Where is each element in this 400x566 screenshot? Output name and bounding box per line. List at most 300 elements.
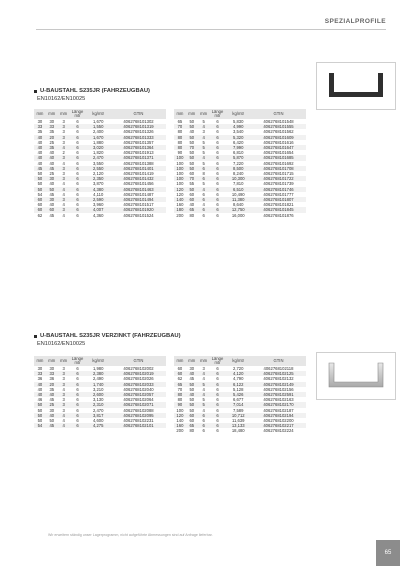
dimension-cell: 54	[34, 423, 46, 428]
dimension-cell: 6	[210, 124, 226, 129]
bullet-square-icon	[34, 335, 37, 338]
dimension-cell: 5	[202, 150, 205, 156]
weight-cell: 11,639	[231, 418, 245, 424]
column-header: mm	[186, 109, 198, 119]
dimension-cell: 120	[176, 191, 184, 197]
weight-cell: 4,110	[93, 191, 104, 197]
weight-cell: 6,420	[232, 139, 244, 145]
weight-cell: 4,600	[92, 418, 104, 424]
dimension-cell: 4	[58, 145, 70, 150]
dimension-cell: 6	[216, 181, 219, 187]
dimension-cell: 60	[189, 191, 195, 197]
dimension-cell: 8	[202, 171, 205, 177]
dimension-cell: 5	[202, 181, 205, 187]
dimension-cell: 3	[58, 124, 70, 129]
section-title	[34, 88, 322, 94]
dimension-cell: 50	[37, 407, 43, 413]
gtin-cell: 4062768101685	[251, 155, 306, 160]
weight-cell: 7,589	[232, 407, 244, 413]
dimension-cell: 65	[174, 382, 186, 387]
dimension-cell: 100	[174, 166, 186, 171]
dimension-cell: 3	[62, 171, 65, 177]
gtin-cell: 4062768101333	[111, 135, 166, 140]
gtin-cell: 4062768101746	[251, 187, 306, 192]
dimension-cell: 6	[210, 402, 226, 407]
dimension-cell: 60	[46, 207, 58, 212]
dimension-cell: 45	[46, 423, 58, 428]
page-header-title: SPEZIALPROFILE	[324, 18, 386, 25]
dimension-cell: 45	[49, 191, 55, 197]
dimension-cell: 30	[46, 176, 58, 181]
dimension-cell: 50	[34, 402, 46, 407]
dimension-cell: 50	[49, 418, 55, 424]
dimension-cell: 6	[76, 407, 79, 413]
dimension-cell: 6	[70, 145, 86, 150]
dimension-cell: 3	[58, 392, 70, 397]
dimension-cell: 6	[216, 202, 219, 208]
dimension-cell: 5	[198, 402, 210, 407]
dimension-cell: 50	[46, 187, 58, 192]
table-row	[34, 155, 166, 160]
u-profile-icon	[317, 63, 395, 109]
weight-cell: 4,275	[85, 423, 110, 428]
gtin-cell: 4062768101319	[111, 124, 166, 129]
weight-cell: 2,490	[92, 376, 104, 382]
dimension-cell: 50	[186, 187, 198, 192]
dimension-cell: 50	[37, 171, 43, 177]
dimension-cell: 70	[186, 176, 198, 181]
dimension-cell: 60	[174, 371, 186, 376]
u-profile-galvanized-icon	[317, 353, 395, 399]
dimension-cell: 45	[49, 397, 55, 403]
weight-cell: 8,240	[232, 171, 244, 177]
dimension-cell: 40	[46, 155, 58, 160]
section-norm: EN10162/EN10025	[37, 96, 86, 102]
dimension-cell: 3	[58, 155, 70, 160]
dimension-cell: 3	[58, 135, 70, 140]
dimension-cell: 6	[76, 202, 79, 208]
dimension-cell: 30	[46, 197, 58, 202]
dimension-cell: 200	[176, 212, 184, 218]
weight-cell: 4,790	[232, 376, 244, 382]
u-profile-galvanized-image	[316, 352, 396, 400]
gtin-cell: 4062768101401	[111, 166, 166, 171]
dimension-cell: 6	[210, 413, 226, 418]
dimension-cell: 6	[202, 212, 205, 218]
dimension-cell: 6	[210, 392, 226, 397]
dimension-cell: 4	[58, 187, 70, 192]
column-header: mm	[34, 109, 46, 119]
gtin-cell: 4062768101487	[123, 191, 154, 197]
dimension-cell: 5	[202, 160, 205, 166]
dimension-cell: 50	[189, 150, 195, 156]
dimension-cell: 6	[210, 382, 226, 387]
dimension-cell: 60	[186, 413, 198, 418]
dimension-cell: 6	[76, 212, 79, 218]
dimension-cell: 6	[202, 191, 205, 197]
column-header: Länge mtr	[210, 109, 226, 119]
dimension-cell: 50	[189, 160, 195, 166]
gtin-cell: 4062768101562	[263, 129, 294, 135]
dimension-cell: 5	[202, 119, 205, 124]
weight-cell: 4,990	[225, 124, 251, 129]
product-table-right	[174, 109, 306, 218]
dimension-cell: 6	[198, 197, 210, 202]
dimension-cell: 65	[186, 207, 198, 212]
weight-cell: 2,600	[85, 392, 110, 397]
dimension-cell: 4	[62, 160, 65, 166]
column-header: mm	[174, 356, 186, 366]
dimension-cell: 6	[210, 176, 226, 181]
dimension-cell: 200	[176, 428, 184, 434]
weight-cell: 6,122	[225, 382, 251, 387]
dimension-cell: 6	[70, 124, 86, 129]
dimension-cell: 5	[198, 382, 210, 387]
dimension-cell: 100	[176, 407, 184, 413]
dimension-cell: 80	[177, 129, 183, 135]
weight-cell: 4,120	[225, 371, 251, 376]
dimension-cell: 120	[174, 187, 186, 192]
dimension-cell: 60	[177, 366, 183, 371]
weight-cell: 11,380	[225, 197, 251, 202]
gtin-cell: 4062768102064	[123, 397, 154, 403]
weight-cell: 3,020	[85, 145, 110, 150]
dimension-cell: 40	[34, 145, 46, 150]
dimension-cell: 4	[62, 212, 65, 218]
dimension-cell: 6	[210, 145, 226, 150]
dimension-cell: 100	[176, 160, 184, 166]
dimension-cell: 46	[37, 397, 43, 403]
dimension-cell: 6	[198, 166, 210, 171]
dimension-cell: 45	[46, 166, 58, 171]
gtin-cell: 4062768102187	[263, 407, 294, 413]
dimension-cell: 6	[202, 418, 205, 424]
dimension-cell: 3	[58, 176, 70, 181]
dimension-cell: 6	[216, 407, 219, 413]
table-header-row	[174, 356, 306, 366]
gtin-cell: 4062768101654	[263, 150, 294, 156]
gtin-cell: 4062768101463	[111, 187, 166, 192]
dimension-cell: 40	[37, 139, 43, 145]
dimension-cell: 62	[37, 212, 43, 218]
weight-cell: 18,480	[231, 428, 245, 434]
dimension-cell: 65	[177, 119, 183, 124]
dimension-cell: 62	[177, 376, 183, 382]
dimension-cell: 40	[34, 135, 46, 140]
gtin-cell: 4062768102194	[251, 413, 306, 418]
dimension-cell: 50	[186, 402, 198, 407]
weight-cell: 1,880	[92, 139, 104, 145]
dimension-cell: 5	[198, 145, 210, 150]
gtin-cell: 4062768101388	[123, 160, 154, 166]
dimension-cell: 6	[76, 160, 79, 166]
dimension-cell: 35	[49, 129, 55, 135]
dimension-cell: 50	[186, 382, 198, 387]
dimension-cell: 65	[186, 423, 198, 428]
dimension-cell: 40	[34, 155, 46, 160]
dimension-cell: 6	[70, 135, 86, 140]
gtin-cell: 4062768101524	[123, 212, 154, 218]
dimension-cell: 4	[202, 202, 205, 208]
dimension-cell: 6	[76, 386, 79, 392]
gtin-cell: 4062768101692	[263, 160, 294, 166]
dimension-cell: 4	[62, 181, 65, 187]
dimension-cell: 40	[186, 371, 198, 376]
dimension-cell: 3	[58, 197, 70, 202]
weight-cell: 2,470	[92, 407, 104, 413]
dimension-cell: 30	[49, 407, 55, 413]
table-header-row	[34, 356, 166, 366]
dimension-cell: 33	[34, 371, 46, 376]
dimension-cell: 40	[49, 181, 55, 187]
footer-note: Wir erweitern ständig unser Lagerprogramm, nicht aufgeführte Abmessungen sind auf Anfrage lieferbar.	[48, 533, 213, 537]
gtin-cell: 4062768102101	[111, 423, 166, 428]
weight-cell: 7,014	[225, 402, 251, 407]
dimension-cell: 40	[186, 392, 198, 397]
gtin-cell: 4062768101371	[111, 155, 166, 160]
gtin-cell: 4062768101616	[263, 139, 294, 145]
weight-cell: 7,810	[232, 181, 244, 187]
column-header: GTIN	[251, 356, 306, 366]
dimension-cell: 100	[174, 155, 186, 160]
dimension-cell: 6	[70, 413, 86, 418]
weight-cell: 7,220	[232, 160, 244, 166]
dimension-cell: 60	[34, 207, 46, 212]
column-header: GTIN	[111, 356, 166, 366]
dimension-cell: 40	[49, 150, 55, 156]
weight-cell: 1,670	[92, 119, 104, 124]
gtin-cell: 4062768101494	[111, 197, 166, 202]
dimension-cell: 3	[58, 402, 70, 407]
weight-cell: 5,320	[225, 135, 251, 140]
section-ubaustahl	[34, 88, 322, 102]
dimension-cell: 50	[34, 176, 46, 181]
gtin-cell: 4062768101609	[251, 135, 306, 140]
dimension-cell: 3	[58, 166, 70, 171]
gtin-cell: 4062768101739	[263, 181, 294, 187]
dimension-cell: 180	[174, 207, 186, 212]
dimension-cell: 100	[174, 176, 186, 181]
weight-cell: 2,400	[92, 129, 104, 135]
dimension-cell: 35	[46, 145, 58, 150]
dimension-cell: 60	[189, 418, 195, 424]
table-row	[34, 423, 166, 428]
dimension-cell: 6	[70, 187, 86, 192]
dimension-cell: 6	[76, 171, 79, 177]
dimension-cell: 100	[176, 181, 184, 187]
gtin-cell: 4062768101456	[123, 181, 154, 187]
dimension-cell: 6	[210, 197, 226, 202]
gtin-cell: 4062768102125	[251, 371, 306, 376]
weight-cell: 3,540	[232, 129, 244, 135]
dimension-cell: 6	[216, 171, 219, 177]
dimension-cell: 60	[37, 202, 43, 208]
dimension-cell: 6	[216, 366, 219, 371]
dimension-cell: 4	[198, 135, 210, 140]
dimension-cell: 6	[210, 187, 226, 192]
column-header: kg/mtr	[225, 356, 251, 366]
dimension-cell: 40	[37, 386, 43, 392]
table-row	[34, 181, 166, 186]
dimension-cell: 6	[70, 402, 86, 407]
dimension-cell: 4	[202, 376, 205, 382]
dimension-cell: 6	[216, 139, 219, 145]
table-row	[174, 129, 306, 134]
weight-cell: 1,740	[85, 382, 110, 387]
dimension-cell: 2	[62, 150, 65, 156]
dimension-cell: 45	[49, 212, 55, 218]
dimension-cell: 6	[70, 166, 86, 171]
dimension-cell: 6	[198, 423, 210, 428]
dimension-cell: 6	[76, 418, 79, 424]
gtin-cell: 4062768101876	[263, 212, 294, 218]
dimension-cell: 4	[58, 423, 70, 428]
weight-cell: 2,380	[85, 371, 110, 376]
dimension-cell: 6	[70, 423, 86, 428]
dimension-cell: 4	[202, 386, 205, 392]
gtin-cell: 4062768101302	[123, 119, 154, 124]
column-header: mm	[198, 356, 210, 366]
dimension-cell: 6	[76, 366, 79, 371]
table-row	[34, 376, 166, 381]
weight-cell: 2,350	[85, 176, 110, 181]
column-header: mm	[58, 109, 70, 119]
table-row	[34, 213, 166, 218]
dimension-cell: 6	[76, 397, 79, 403]
weight-cell: 16,000	[231, 212, 245, 218]
dimension-cell: 4	[198, 155, 210, 160]
column-header: kg/mtr	[225, 109, 251, 119]
dimension-cell: 30	[37, 119, 43, 124]
weight-cell: 2,590	[85, 197, 110, 202]
weight-cell: 1,670	[85, 135, 110, 140]
dimension-cell: 4	[62, 191, 65, 197]
column-header: GTIN	[251, 109, 306, 119]
dimension-cell: 3	[58, 371, 70, 376]
dimension-cell: 20	[46, 382, 58, 387]
page-header	[0, 0, 400, 40]
column-header: mm	[46, 109, 58, 119]
dimension-cell: 6	[216, 129, 219, 135]
dimension-cell: 25	[46, 402, 58, 407]
dimension-cell: 50	[186, 155, 198, 160]
gtin-cell: 4062768101913	[123, 150, 154, 156]
gtin-cell: 4062768102231	[123, 418, 154, 424]
weight-cell: 10,712	[225, 413, 251, 418]
dimension-cell: 33	[46, 124, 58, 129]
weight-cell: 7,990	[225, 145, 251, 150]
dimension-cell: 80	[174, 145, 186, 150]
dimension-cell: 80	[177, 397, 183, 403]
dimension-cell: 55	[189, 181, 195, 187]
weight-cell: 6,677	[232, 397, 244, 403]
dimension-cell: 4	[62, 418, 65, 424]
table-row	[174, 207, 306, 212]
dimension-cell: 6	[70, 155, 86, 160]
gtin-cell: 4062768102217	[251, 423, 306, 428]
dimension-cell: 33	[46, 371, 58, 376]
gtin-cell: 4062768101777	[263, 191, 294, 197]
weight-cell: 5,870	[225, 155, 251, 160]
dimension-cell: 6	[216, 428, 219, 434]
dimension-cell: 3	[202, 366, 205, 371]
gtin-cell: 4062768101555	[251, 124, 306, 129]
gtin-cell: 4062768101722	[251, 176, 306, 181]
dimension-cell: 4	[198, 392, 210, 397]
dimension-cell: 60	[34, 197, 46, 202]
dimension-cell: 6	[210, 166, 226, 171]
weight-cell: 3,870	[92, 181, 104, 187]
product-table-left	[34, 109, 166, 218]
dimension-cell: 6	[76, 150, 79, 156]
dimension-cell: 35	[49, 386, 55, 392]
dimension-cell: 33	[34, 124, 46, 129]
dimension-cell: 6	[76, 191, 79, 197]
table-row	[174, 181, 306, 186]
dimension-cell: 50	[37, 418, 43, 424]
dimension-cell: 50	[189, 407, 195, 413]
weight-cell: 1,550	[85, 124, 110, 129]
header-divider	[36, 29, 386, 30]
product-table-right	[174, 356, 306, 434]
dimension-cell: 50	[189, 397, 195, 403]
weight-cell: 5,128	[232, 386, 244, 392]
table-header-row	[174, 109, 306, 119]
weight-cell: 2,550	[85, 166, 110, 171]
gtin-cell: 4062768102200	[263, 418, 294, 424]
dimension-cell: 6	[216, 119, 219, 124]
weight-cell: 4,007	[85, 207, 110, 212]
dimension-cell: 30	[49, 119, 55, 124]
gtin-cell: 4062768102071	[111, 402, 166, 407]
dimension-cell: 30	[37, 366, 43, 371]
weight-cell: 1,820	[92, 150, 104, 156]
section-title-text: U-BAUSTAHL S235JR (FAHRZEUGBAU)	[40, 88, 150, 94]
dimension-cell: 90	[177, 150, 183, 156]
gtin-cell: 4062768102057	[111, 392, 166, 397]
dimension-cell: 3	[62, 366, 65, 371]
dimension-cell: 6	[202, 428, 205, 434]
dimension-cell: 40	[34, 392, 46, 397]
dimension-cell: 6	[216, 397, 219, 403]
dimension-cell: 25	[49, 171, 55, 177]
dimension-cell: 6	[70, 392, 86, 397]
gtin-cell: 4062768102040	[123, 386, 154, 392]
column-header: mm	[34, 356, 46, 366]
gtin-cell: 4062768101845	[251, 207, 306, 212]
dimension-cell: 4	[198, 371, 210, 376]
dimension-cell: 80	[174, 392, 186, 397]
gtin-cell: 4062768101548	[263, 119, 294, 124]
gtin-cell: 4062768101708	[251, 166, 306, 171]
dimension-cell: 6	[216, 386, 219, 392]
dimension-cell: 3	[62, 119, 65, 124]
weight-cell: 3,960	[92, 202, 104, 208]
dimension-cell: 90	[174, 402, 186, 407]
dimension-cell: 120	[174, 413, 186, 418]
gtin-cell: 4062768101920	[111, 207, 166, 212]
dimension-cell: 40	[34, 382, 46, 387]
dimension-cell: 50	[186, 166, 198, 171]
gtin-cell: 4062768102149	[251, 382, 306, 387]
dimension-cell: 5	[202, 139, 205, 145]
table-header-row	[34, 109, 166, 119]
dimension-cell: 6	[76, 119, 79, 124]
gtin-cell: 4062768101364	[111, 145, 166, 150]
weight-cell: 10,300	[225, 176, 251, 181]
table-row	[34, 207, 166, 212]
dimension-cell: 40	[46, 413, 58, 418]
